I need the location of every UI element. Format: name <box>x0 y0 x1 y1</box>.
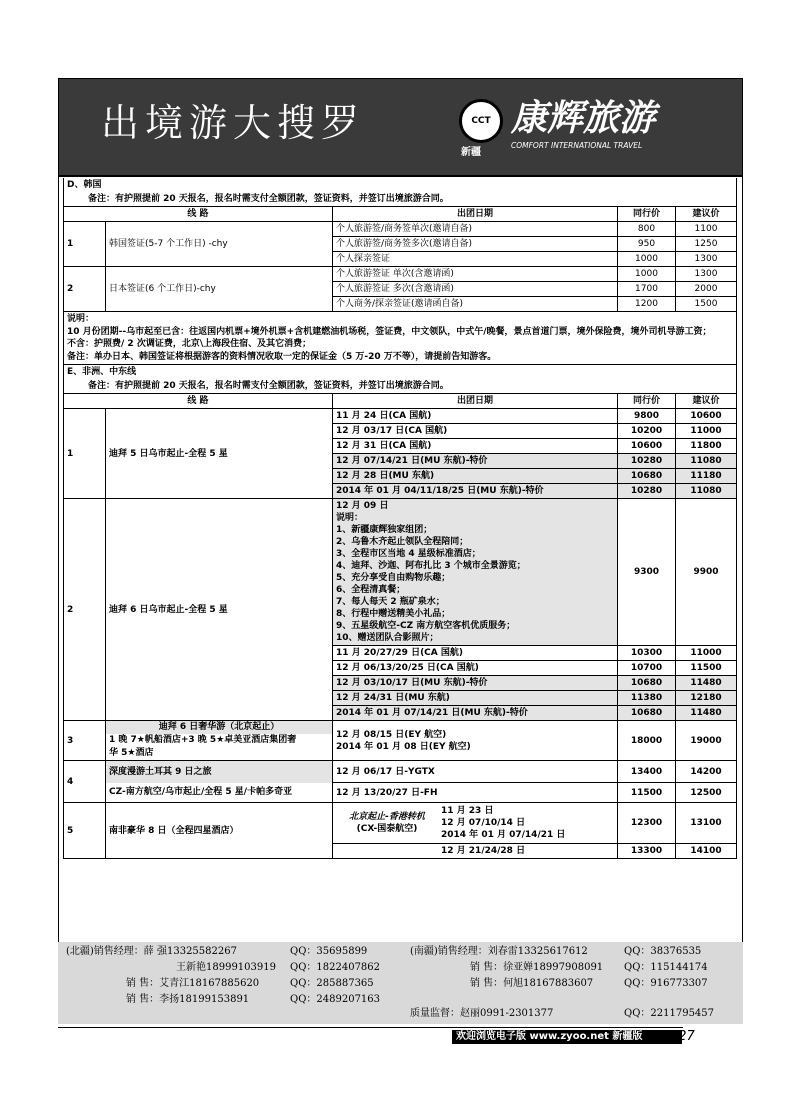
peer-price: 10600 <box>618 439 676 454</box>
suggest-price: 2000 <box>676 282 737 297</box>
suggest-price: 19000 <box>676 721 737 761</box>
suggest-price: 9900 <box>676 499 737 646</box>
header-peer-price: 同行价 <box>618 207 676 222</box>
contact-qq: QQ：115144174 <box>624 962 708 973</box>
header-route: 线 路 <box>64 394 333 409</box>
content <box>63 178 736 859</box>
contact-qq: QQ：2489207163 <box>290 994 381 1005</box>
peer-price: 10300 <box>618 646 676 661</box>
note-line: 10 月份团期--乌市起至已含：往返国内机票+境外机票+含机建燃油机场税，签证费，中文领队，中式午/晚餐，景点首道门票，境外保险费，境外司机导游工资； <box>67 326 712 337</box>
peer-price: 10280 <box>618 454 676 469</box>
route-name: 迪拜 6 日乌市起止-全程 5 星 <box>106 499 333 721</box>
suggest-price: 1300 <box>676 252 737 267</box>
peer-price: 13400 <box>618 761 676 783</box>
peer-price: 9800 <box>618 409 676 424</box>
airline-carrier: (CX-国泰航空) <box>356 824 418 834</box>
suggest-price: 1250 <box>676 237 737 252</box>
contact-south-manager: (南疆)销售经理：刘春雷13325617612 <box>410 946 588 957</box>
suggest-price: 13100 <box>676 803 737 844</box>
logo-emblem-icon: CCT <box>459 99 503 143</box>
contact-quality: 质量监督：赵丽0991-2301377 <box>410 1008 554 1019</box>
contact-qq: QQ：2211795457 <box>624 1008 715 1019</box>
itinerary-line: 4、迪拜、沙迦、阿布扎比 3 个城市全景游览； <box>336 561 526 571</box>
page-number: 027 <box>670 1029 695 1044</box>
date-line: 12 月 08/15 日(EY 航空) <box>336 729 447 740</box>
suggest-price: 11800 <box>676 439 737 454</box>
contact-north-sales: 销 售：艾青江18167885620 <box>126 978 260 989</box>
footer-divider <box>58 1027 683 1028</box>
itinerary-line: 5、充分享受自由购物乐趣； <box>336 573 451 583</box>
date-cell: 11 月 20/27/29 日(CA 国航) <box>333 646 618 661</box>
row-number: 2 <box>64 499 106 721</box>
peer-price: 18000 <box>618 721 676 761</box>
peer-price: 1700 <box>618 282 676 297</box>
logo-region: 新疆 <box>461 147 481 158</box>
peer-price: 10700 <box>618 661 676 676</box>
route-detail: CZ-南方航空/乌市起止/全程 5 星/卡帕多奇亚 <box>106 783 333 803</box>
suggest-price: 12500 <box>676 783 737 803</box>
suggest-price: 11480 <box>676 706 737 721</box>
route-title: 迪拜 6 日奢华游（北京起止） <box>158 722 280 732</box>
itinerary-line: 8、行程中赠送精美小礼品； <box>336 609 451 619</box>
contact-qq: QQ：285887365 <box>290 978 374 989</box>
suggest-price: 10600 <box>676 409 737 424</box>
peer-price: 10280 <box>618 484 676 499</box>
itinerary-line: 2、乌鲁木齐起止领队全程陪同； <box>336 537 469 547</box>
date-cell: 11 月 24 日(CA 国航) <box>333 409 618 424</box>
divider <box>59 175 742 177</box>
header-suggest-price: 建议价 <box>676 394 737 409</box>
date-cell: 个人探亲签证 <box>333 252 618 267</box>
contact-south-sales: 销 售：徐亚婵18997908091 <box>470 962 604 973</box>
date-line: 12 月 07/10/14 日 <box>441 818 526 828</box>
airline-route: 北京起止-香港转机 <box>349 812 425 822</box>
suggest-price: 11480 <box>676 676 737 691</box>
contact-north-manager: (北疆)销售经理：薛 强13325582267 <box>66 946 237 957</box>
itinerary-line: 说明： <box>336 513 364 523</box>
date-cell: 2014 年 01 月 04/11/18/25 日(MU 东航)-特价 <box>333 484 618 499</box>
suggest-price: 11080 <box>676 454 737 469</box>
header-date: 出团日期 <box>333 207 618 222</box>
itinerary-line: 7、每人每天 2 瓶矿泉水； <box>336 597 445 607</box>
row-number: 4 <box>64 761 106 803</box>
date-cell <box>333 803 618 844</box>
header-banner <box>59 79 742 175</box>
itinerary-line: 6、全程清真餐； <box>336 585 406 595</box>
section-d-table <box>63 178 737 859</box>
note-line: 备注：单办日本、韩国签证将根据游客的资料情况收取一定的保证金（5 万-20 万不等），请提前告知游客。 <box>67 351 497 362</box>
header-peer-price: 同行价 <box>618 394 676 409</box>
date-cell: 12 月 03/10/17 日(MU 东航)-特价 <box>333 676 618 691</box>
date-list <box>441 803 565 843</box>
peer-price: 950 <box>618 237 676 252</box>
date-cell: 个人商务/探亲签证(邀请函自备) <box>333 297 618 312</box>
itinerary-notes <box>333 499 618 646</box>
suggest-price: 11000 <box>676 424 737 439</box>
suggest-price: 11500 <box>676 661 737 676</box>
section-title: E、非洲、中东线 <box>64 365 737 380</box>
contact-panel <box>58 942 743 1024</box>
date-cell: 12 月 28 日(MU 东航) <box>333 469 618 484</box>
date-line: 11 月 23 日 <box>441 806 494 816</box>
date-cell: 12 月 07/14/21 日(MU 东航)-特价 <box>333 454 618 469</box>
section-remark: 备注：有护照提前 20 天报名，报名时需支付全额团款，签证资料，并签订出境旅游合同。 <box>64 379 737 394</box>
note-line: 说明： <box>67 314 95 324</box>
contact-qq: QQ：916773307 <box>624 978 708 989</box>
peer-price: 10680 <box>618 706 676 721</box>
route-name: 韩国签证(5-7 个工作日) -chy <box>106 222 333 267</box>
section-title: D、韩国 <box>64 178 737 192</box>
footer-banner: 欢迎浏览电子版 www.zyoo.net 新疆版 <box>452 1030 682 1044</box>
suggest-price: 12180 <box>676 691 737 706</box>
date-line: 2014 年 01 月 07/14/21 日 <box>441 830 566 840</box>
date-cell: 12 月 06/17 日-YGTX <box>333 761 618 783</box>
airline-info <box>333 803 441 843</box>
notes-block <box>64 312 737 365</box>
peer-price: 800 <box>618 222 676 237</box>
itinerary-line: 1、新疆康辉独家组团； <box>336 525 433 535</box>
contact-north-sales: 王新艳18999103919 <box>176 962 276 973</box>
date-cell: 12 月 13/20/27 日-FH <box>333 783 618 803</box>
date-cell: 个人旅游签/商务签单次(邀请自备) <box>333 222 618 237</box>
suggest-price: 11000 <box>676 646 737 661</box>
route-detail: 1 晚 7★帆船酒店+3 晚 5★卓美亚酒店集团奢 <box>106 734 332 747</box>
contact-south-sales: 销 售：何旭18167883607 <box>470 978 594 989</box>
peer-price: 1000 <box>618 252 676 267</box>
peer-price: 10200 <box>618 424 676 439</box>
date-cell: 12 月 31 日(CA 国航) <box>333 439 618 454</box>
logo-english: COMFORT INTERNATIONAL TRAVEL <box>511 141 643 150</box>
date-cell: 12 月 06/13/20/25 日(CA 国航) <box>333 661 618 676</box>
peer-price: 1000 <box>618 267 676 282</box>
note-line: 不含：护照费/ 2 次调证费，北京\上海段住宿、及其它消费； <box>67 339 312 349</box>
suggest-price: 1100 <box>676 222 737 237</box>
date-cell: 12 月 03/17 日(CA 国航) <box>333 424 618 439</box>
header-route: 线 路 <box>64 207 333 222</box>
date-line: 2014 年 01 月 08 日(EY 航空) <box>336 741 471 752</box>
peer-price: 11380 <box>618 691 676 706</box>
route-name: 南非豪华 8 日（全程四星酒店） <box>106 803 333 859</box>
brand-logo <box>459 97 689 158</box>
contact-north-sales: 销 售：李扬18199153891 <box>126 994 250 1005</box>
route-name: 日本签证(6 个工作日)-chy <box>106 267 333 312</box>
suggest-price: 11180 <box>676 469 737 484</box>
date-cell: 个人旅游签证 多次(含邀请函) <box>333 282 618 297</box>
row-number: 2 <box>64 267 106 312</box>
suggest-price: 11080 <box>676 484 737 499</box>
date-cell: 个人旅游签/商务签多次(邀请自备) <box>333 237 618 252</box>
page-title: 出境游大搜罗 <box>101 101 366 145</box>
peer-price: 13300 <box>618 844 676 859</box>
date-cell: 12 月 24/31 日(MU 东航) <box>333 691 618 706</box>
row-number: 1 <box>64 222 106 267</box>
peer-price: 9300 <box>618 499 676 646</box>
route-detail: 华 5★酒店 <box>106 747 332 760</box>
row-number: 3 <box>64 721 106 761</box>
itinerary-line: 9、五星级航空-CZ 南方航空客机优质服务； <box>336 621 516 631</box>
date-cell <box>333 721 618 761</box>
date-cell: 12 月 21/24/28 日 <box>333 844 618 859</box>
itinerary-line: 3、全程市区当地 4 星级标准酒店； <box>336 549 481 559</box>
suggest-price: 1300 <box>676 267 737 282</box>
route-title: 深度漫游土耳其 9 日之旅 <box>106 761 333 783</box>
suggest-price: 14200 <box>676 761 737 783</box>
peer-price: 10680 <box>618 469 676 484</box>
itinerary-line: 10、赠送团队合影照片； <box>336 633 439 643</box>
logo-name: 康辉旅游 <box>511 98 656 139</box>
date-cell: 个人旅游签证 单次(含邀请函) <box>333 267 618 282</box>
section-remark: 备注：有护照提前 20 天报名，报名时需支付全额团款，签证资料，并签订出境旅游合同。 <box>64 192 737 207</box>
route-name: 迪拜 5 日乌市起止-全程 5 星 <box>106 409 333 499</box>
contact-qq: QQ：38376535 <box>624 946 702 957</box>
contact-qq: QQ：35695899 <box>290 946 368 957</box>
peer-price: 12300 <box>618 803 676 844</box>
contact-qq: QQ：1822407862 <box>290 962 381 973</box>
peer-price: 11500 <box>618 783 676 803</box>
route-name <box>106 721 333 761</box>
suggest-price: 14100 <box>676 844 737 859</box>
date-cell: 2014 年 01 月 07/14/21 日(MU 东航)-特价 <box>333 706 618 721</box>
header-date: 出团日期 <box>333 394 618 409</box>
itinerary-line: 12 月 09 日 <box>336 501 389 511</box>
row-number: 1 <box>64 409 106 499</box>
suggest-price: 1500 <box>676 297 737 312</box>
header-suggest-price: 建议价 <box>676 207 737 222</box>
row-number: 5 <box>64 803 106 859</box>
peer-price: 10680 <box>618 676 676 691</box>
peer-price: 1200 <box>618 297 676 312</box>
